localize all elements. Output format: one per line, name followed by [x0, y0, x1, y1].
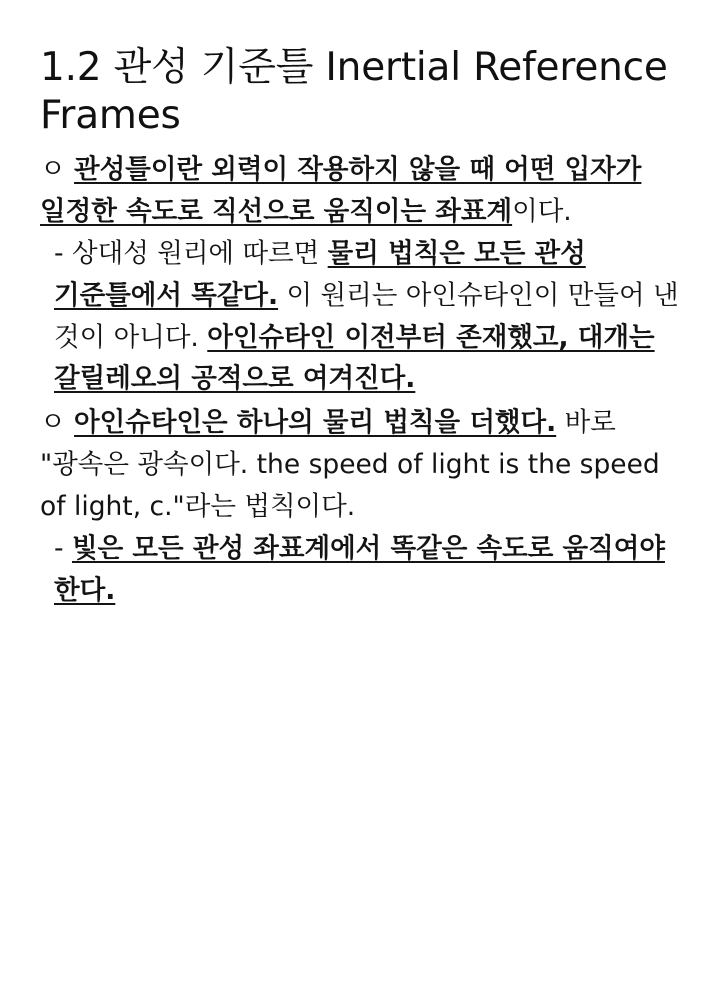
paragraph-block-4: [40, 528, 680, 612]
text-segment: 이 원리는 아인슈타인이 만들어 낸 것이 아니다.: [54, 279, 679, 353]
text-segment: 이다.: [512, 196, 572, 228]
document-body: [40, 149, 680, 611]
dash-marker: -: [54, 532, 64, 564]
paragraph-block-3: [40, 402, 680, 528]
paragraph-block-1: [40, 149, 680, 233]
text-segment: 빛은 모든 관성 좌표계에서 똑같은 속도로 움직여야 한다.: [54, 532, 665, 606]
dash-marker: -: [54, 237, 64, 269]
text-segment: 상대성 원리에 따르면: [72, 237, 328, 269]
text-segment: 아인슈타인 이전부터 존재했고, 대개는 갈릴레오의 공적으로 여겨진다.: [54, 321, 655, 395]
paragraph-block-2: [40, 233, 680, 400]
text-segment: 바로 "광속은 광속이다. the speed of light is the speed of light, c."라는 법칙이다.: [40, 407, 660, 523]
bullet-marker: ㅇ: [40, 154, 66, 186]
text-segment: 물리 법칙은 모든 관성 기준틀에서 똑같다.: [54, 237, 586, 311]
bullet-marker: ㅇ: [40, 407, 66, 439]
text-segment: 아인슈타인은 하나의 물리 법칙을 더했다.: [74, 407, 557, 439]
text-segment: 관성틀이란 외력이 작용하지 않을 때 어떤 입자가 일정한 속도로 직선으로 움직이는 좌표계: [40, 154, 642, 228]
page-title: 1.2 관성 기준틀 Inertial Reference Frames: [40, 45, 668, 138]
